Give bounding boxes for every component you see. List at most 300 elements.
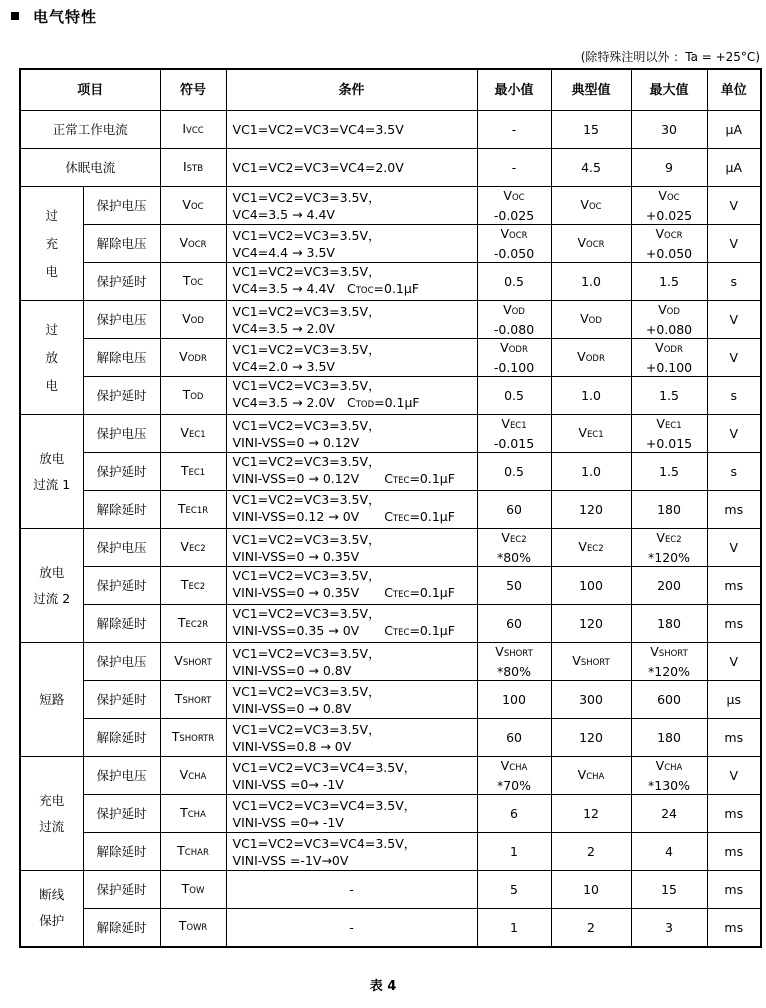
value-main: 24 — [661, 806, 677, 821]
typ-cell — [551, 301, 631, 339]
max-cell — [631, 415, 707, 453]
symbol-main: T — [180, 804, 188, 820]
unit-cell — [707, 757, 761, 795]
condition-text: VC4=3.5 → 2.0V — [232, 320, 335, 336]
min-cell — [477, 605, 551, 643]
item-name — [83, 567, 160, 605]
value-main: - — [511, 160, 517, 175]
symbol-subscript: ODR — [187, 353, 207, 364]
value-subscript: OC — [511, 193, 525, 203]
min-cell — [477, 529, 551, 567]
value-main: V — [655, 226, 665, 241]
value-line — [478, 919, 551, 936]
unit-text: μA — [725, 160, 743, 175]
max-cell — [631, 681, 707, 719]
unit-cell — [707, 415, 761, 453]
item-name-text: 保护电压 — [96, 768, 147, 783]
unit-text: V — [729, 350, 739, 365]
value-tolerance: *80% — [496, 664, 532, 679]
max-cell — [631, 643, 707, 681]
capacitor-value: =0.1μF — [373, 281, 420, 296]
symbol-subscript: OWR — [186, 923, 208, 934]
value-main: V — [577, 766, 587, 782]
value-line — [552, 691, 631, 708]
value-main: 120 — [579, 502, 603, 517]
capacitor-symbol: C — [384, 623, 393, 638]
condition-line: VC1=VC2=VC3=3.5V， — [232, 417, 381, 433]
value-line — [552, 348, 631, 368]
symbol-subscript: CHAR — [184, 847, 209, 858]
min-cell — [477, 377, 551, 415]
unit-cell — [707, 605, 761, 643]
unit-cell — [707, 187, 761, 225]
unit-text: V — [729, 236, 739, 251]
value-main: 1.0 — [581, 388, 601, 403]
value-line — [478, 121, 551, 138]
item-name-text: 解除延时 — [96, 730, 147, 745]
bullet-square-icon — [11, 12, 19, 20]
symbol-cell — [160, 453, 226, 491]
value-line — [632, 121, 707, 138]
min-cell — [477, 757, 551, 795]
group-label — [20, 643, 83, 757]
condition-line — [233, 470, 477, 490]
condition-line — [233, 852, 477, 869]
table-row — [20, 529, 761, 567]
value-tolerance: +0.100 — [645, 360, 693, 375]
value-main: 0.5 — [504, 388, 524, 403]
item-name-text: 解除延时 — [96, 502, 147, 517]
value-line — [478, 339, 551, 359]
value-main: 60 — [506, 616, 522, 631]
condition-cell — [226, 833, 477, 871]
symbol-subscript: OC — [190, 201, 204, 212]
item-name — [83, 871, 160, 909]
item-name — [83, 187, 160, 225]
symbol-main: V — [179, 766, 189, 782]
value-subscript: ODR — [585, 353, 605, 364]
value-tolerance: +0.015 — [645, 436, 693, 451]
value-line — [552, 919, 631, 936]
value-line — [632, 881, 707, 898]
unit-cell — [707, 909, 761, 947]
symbol-subscript: EC2 — [188, 543, 206, 554]
item-name — [83, 795, 160, 833]
symbol-subscript: OC — [190, 277, 204, 288]
value-line — [552, 577, 631, 594]
capacitor-spec — [384, 623, 455, 638]
item-name-text: 保护电压 — [96, 426, 147, 441]
value-line — [632, 805, 707, 822]
value-main: V — [578, 538, 587, 554]
value-main: V — [572, 652, 581, 668]
value-main: V — [580, 310, 589, 326]
value-line — [552, 310, 631, 330]
table-row — [20, 415, 761, 453]
symbol-main: I — [182, 158, 187, 174]
table-row — [20, 795, 761, 833]
value-main: 3 — [665, 919, 673, 935]
item-name-text: 保护延时 — [96, 692, 147, 707]
condition-cell — [226, 111, 477, 149]
value-main: 50 — [506, 578, 522, 593]
item-name-text: 休眠电流 — [65, 160, 116, 175]
capacitor-symbol: C — [384, 585, 393, 600]
capacitor-symbol: C — [384, 509, 393, 524]
condition-cell — [226, 719, 477, 757]
condition-text: VINI-VSS =0→ -1V — [232, 814, 344, 830]
value-line — [632, 301, 707, 321]
value-main: V — [656, 530, 665, 545]
item-name — [20, 149, 160, 187]
unit-cell — [707, 795, 761, 833]
capacitor-value: =0.1μF — [409, 509, 455, 524]
group-label-line: 保护 — [39, 913, 65, 929]
condition-cell — [226, 529, 477, 567]
value-line — [632, 463, 707, 480]
unit-cell — [707, 339, 761, 377]
symbol-cell — [160, 187, 226, 225]
unit-text: ms — [724, 616, 744, 631]
group-label — [20, 529, 83, 643]
unit-cell — [707, 149, 761, 187]
value-subscript: EC2 — [509, 535, 527, 545]
min-cell — [477, 453, 551, 491]
symbol-main: T — [182, 272, 191, 288]
value-main: V — [580, 196, 589, 212]
value-main: 180 — [657, 502, 681, 517]
unit-text: V — [729, 654, 739, 669]
condition-line: VC1=VC2=VC3=VC4=3.5V， — [232, 759, 417, 775]
value-subscript: EC1 — [664, 421, 682, 431]
value-main: 100 — [579, 578, 603, 593]
condition-line: VC1=VC2=VC3=3.5V， — [232, 492, 381, 507]
max-cell — [631, 833, 707, 871]
capacitor-subscript: TEC — [392, 628, 410, 638]
value-line — [552, 652, 631, 672]
value-line — [632, 529, 707, 549]
value-main: 6 — [510, 806, 518, 821]
symbol-main: T — [177, 614, 186, 630]
header-item: 项目 — [20, 69, 160, 111]
unit-text: V — [729, 768, 739, 783]
symbol-main: V — [179, 234, 189, 250]
value-line — [632, 843, 707, 860]
value-line — [552, 615, 631, 632]
capacitor-value: =0.1μF — [409, 585, 455, 600]
table-row — [20, 339, 761, 377]
max-cell — [631, 795, 707, 833]
unit-text: s — [730, 274, 738, 289]
typ-cell — [551, 187, 631, 225]
condition-line — [233, 508, 477, 528]
typ-cell — [551, 833, 631, 871]
typ-cell — [551, 681, 631, 719]
symbol-cell — [160, 377, 226, 415]
min-cell — [477, 833, 551, 871]
item-name-text: 保护延时 — [96, 274, 147, 289]
condition-cell — [226, 757, 477, 795]
condition-line: VC1=VC2=VC3=3.5V， — [232, 531, 381, 547]
unit-text: V — [729, 540, 739, 555]
header-symbol: 符号 — [160, 69, 226, 111]
group-label-line: 过流 — [39, 818, 65, 834]
unit-cell — [707, 567, 761, 605]
value-main: 120 — [579, 616, 603, 631]
value-main: 1 — [510, 919, 518, 935]
value-main: 100 — [502, 692, 526, 707]
condition-text: VINI-VSS=0.12 → 0V — [232, 509, 360, 524]
value-main: 10 — [583, 882, 599, 897]
value-line — [552, 234, 631, 254]
group-label-line: 放 — [45, 349, 58, 365]
typ-cell — [551, 339, 631, 377]
value-main: 2 — [587, 844, 595, 859]
min-cell — [477, 187, 551, 225]
value-line — [632, 159, 707, 176]
condition-line — [233, 548, 477, 565]
typ-cell — [551, 149, 631, 187]
max-cell — [631, 871, 707, 909]
value-subscript: ODR — [508, 345, 528, 355]
value-line — [478, 529, 551, 549]
value-subscript: EC2 — [664, 535, 682, 545]
unit-cell — [707, 301, 761, 339]
value-line — [478, 805, 551, 822]
capacitor-spec — [384, 509, 455, 524]
symbol-main: T — [181, 880, 190, 896]
capacitor-symbol: C — [346, 281, 356, 296]
symbol-main: T — [177, 842, 185, 858]
value-line — [632, 415, 707, 435]
condition-cell — [226, 301, 477, 339]
max-cell — [631, 187, 707, 225]
symbol-cell — [160, 681, 226, 719]
value-main: V — [503, 302, 512, 317]
unit-text: s — [730, 464, 738, 479]
condition-cell — [226, 491, 477, 529]
condition-line: VC1=VC2=VC3=3.5V， — [232, 227, 381, 243]
value-main: 180 — [657, 730, 681, 745]
max-cell — [631, 757, 707, 795]
max-cell — [631, 301, 707, 339]
item-name-text: 保护电压 — [96, 540, 147, 555]
condition-line: VC1=VC2=VC3=3.5V， — [232, 264, 381, 279]
value-line — [552, 121, 631, 138]
value-main: V — [495, 644, 504, 659]
value-tolerance: +0.025 — [645, 208, 693, 223]
group-label-line: 过 — [45, 207, 58, 223]
condition-cell — [226, 225, 477, 263]
condition-cell — [226, 605, 477, 643]
typ-cell — [551, 453, 631, 491]
value-subscript: EC1 — [586, 429, 604, 440]
condition-line — [233, 738, 477, 755]
value-line — [478, 463, 551, 480]
value-main: 0.5 — [504, 274, 524, 289]
value-line — [552, 881, 631, 898]
unit-text: ms — [724, 730, 744, 745]
item-name-text: 保护延时 — [96, 388, 147, 403]
condition-text: VC4=4.4 → 3.5V — [232, 244, 335, 260]
value-main: 300 — [579, 692, 603, 707]
value-line — [632, 225, 707, 245]
group-label-line: 电 — [45, 263, 58, 279]
symbol-cell — [160, 529, 226, 567]
symbol-cell — [160, 719, 226, 757]
value-tolerance: -0.050 — [493, 246, 535, 261]
value-line — [478, 691, 551, 708]
value-main: 180 — [657, 616, 681, 631]
unit-cell — [707, 643, 761, 681]
table-row — [20, 491, 761, 529]
condition-text: VINI-VSS=0 → 0.12V — [232, 434, 360, 450]
value-line — [552, 729, 631, 746]
value-main: 5 — [510, 882, 518, 897]
group-label — [20, 757, 83, 871]
table-row — [20, 757, 761, 795]
item-name — [83, 833, 160, 871]
table-row — [20, 187, 761, 225]
condition-line: VC1=VC2=VC3=3.5V， — [232, 683, 381, 699]
capacitor-subscript: TEC — [392, 590, 410, 600]
value-main: V — [500, 758, 510, 773]
capacitor-symbol: C — [384, 471, 393, 486]
typ-cell — [551, 111, 631, 149]
condition-text: VINI-VSS=0 → 0.35V — [232, 585, 360, 600]
capacitor-value: =0.1μF — [409, 471, 455, 486]
value-main: V — [658, 302, 667, 317]
value-main: V — [500, 340, 509, 355]
value-line — [632, 273, 707, 290]
group-label-line: 电 — [45, 377, 58, 393]
condition-cell — [226, 871, 477, 909]
capacitor-spec — [347, 281, 419, 296]
condition-cell — [226, 681, 477, 719]
value-line — [478, 225, 551, 245]
min-cell — [477, 795, 551, 833]
condition-line — [233, 622, 477, 642]
group-label — [20, 415, 83, 529]
value-line — [552, 843, 631, 860]
condition-line — [233, 280, 477, 300]
value-subscript: SHORT — [580, 657, 610, 668]
group-label-line: 充电 — [39, 792, 65, 808]
symbol-main: V — [174, 652, 183, 668]
item-name — [83, 339, 160, 377]
max-cell — [631, 909, 707, 947]
symbol-cell — [160, 833, 226, 871]
value-main: 2 — [587, 919, 595, 935]
value-main: - — [511, 122, 517, 137]
symbol-main: T — [180, 576, 189, 592]
condition-text: VC4=3.5 → 4.4V — [232, 281, 335, 296]
unit-text: μA — [725, 122, 743, 137]
symbol-cell — [160, 301, 226, 339]
condition-text: VINI-VSS=0 → 0.8V — [232, 700, 352, 716]
value-main: 1.5 — [659, 388, 679, 403]
symbol-cell — [160, 643, 226, 681]
value-line — [632, 577, 707, 594]
value-line — [552, 501, 631, 518]
capacitor-spec — [347, 395, 420, 410]
value-tolerance: -0.080 — [493, 322, 535, 337]
item-name — [83, 415, 160, 453]
capacitor-spec — [384, 471, 455, 486]
value-subscript: ODR — [663, 345, 683, 355]
symbol-cell — [160, 339, 226, 377]
value-line — [478, 881, 551, 898]
unit-cell — [707, 111, 761, 149]
unit-cell — [707, 263, 761, 301]
item-name — [83, 719, 160, 757]
header-row — [20, 69, 761, 111]
value-main: V — [503, 188, 512, 203]
item-name — [83, 529, 160, 567]
value-main: 1.5 — [659, 274, 679, 289]
value-line — [478, 843, 551, 860]
unit-cell — [707, 681, 761, 719]
item-name — [83, 909, 160, 947]
condition-line — [233, 700, 477, 717]
value-line — [552, 159, 631, 176]
typ-cell — [551, 529, 631, 567]
condition-line: VC1=VC2=VC3=VC4=3.5V， — [232, 835, 417, 851]
value-line — [632, 643, 707, 663]
value-subscript: OCR — [586, 239, 605, 250]
value-main: V — [577, 234, 587, 250]
capacitor-subscript: TOD — [355, 400, 375, 410]
max-cell — [631, 377, 707, 415]
value-line — [478, 757, 551, 777]
table-row — [20, 263, 761, 301]
condition-text: VINI-VSS =-1V→0V — [232, 852, 349, 868]
value-line — [478, 273, 551, 290]
min-cell — [477, 491, 551, 529]
unit-text: μs — [726, 692, 741, 707]
typ-cell — [551, 605, 631, 643]
unit-text: V — [729, 312, 739, 327]
typ-cell — [551, 795, 631, 833]
condition-line — [233, 394, 477, 414]
value-subscript: OCR — [509, 231, 528, 241]
min-cell — [477, 719, 551, 757]
symbol-subscript: SHORT — [182, 657, 212, 668]
condition-line: VC1=VC2=VC3=3.5V， — [232, 341, 381, 357]
value-subscript: CHA — [664, 763, 683, 773]
symbol-main: T — [171, 728, 180, 744]
item-name — [83, 225, 160, 263]
value-line — [632, 691, 707, 708]
value-line — [478, 415, 551, 435]
table-row — [20, 605, 761, 643]
value-main: 9 — [665, 160, 673, 175]
item-name — [83, 301, 160, 339]
value-main: V — [655, 758, 665, 773]
condition-text: VC4=3.5 → 2.0V — [232, 395, 335, 410]
value-main: 15 — [661, 882, 677, 897]
max-cell — [631, 491, 707, 529]
value-subscript: CHA — [586, 771, 605, 782]
min-cell — [477, 909, 551, 947]
typ-cell — [551, 377, 631, 415]
value-main: 0.5 — [504, 464, 524, 479]
symbol-cell — [160, 491, 226, 529]
condition-cell — [226, 453, 477, 491]
table-row — [20, 301, 761, 339]
symbol-cell — [160, 415, 226, 453]
item-name-text: 正常工作电流 — [52, 122, 128, 137]
